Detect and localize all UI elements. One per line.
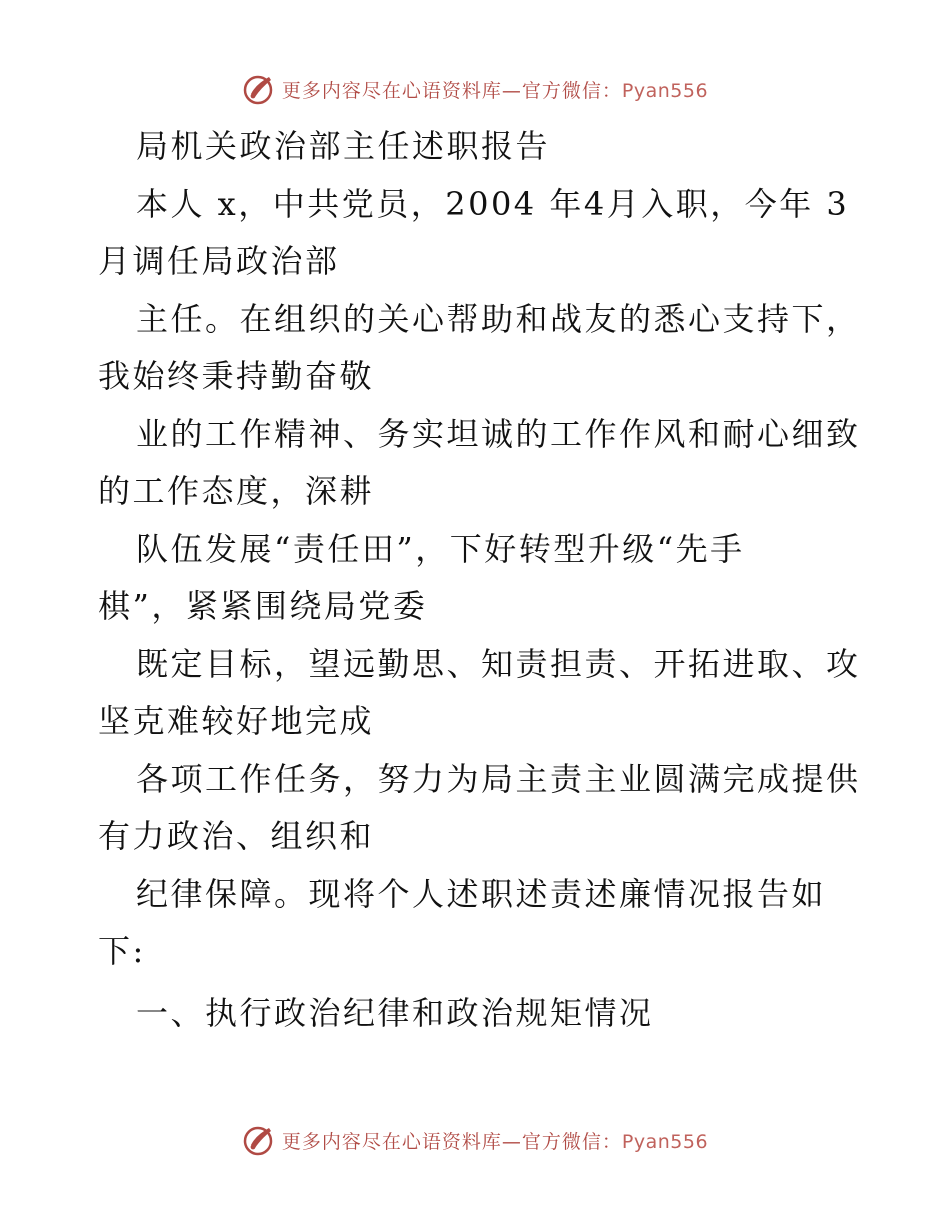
brush-pen-logo-icon: [242, 72, 276, 106]
watermark-label: 更多内容尽在心语资料库—官方微信：: [281, 79, 622, 102]
paragraph-line: 本人 x，中共党员，2004 年4月入职，今年 3: [136, 184, 850, 223]
document-body: [98, 118, 861, 1042]
paragraph-line: 各项工作任务，努力为局主责主业圆满完成提供: [136, 759, 861, 798]
paragraph-line: 有力政治、组织和: [98, 817, 375, 855]
paragraph-line: 纪律保障。现将个人述职述责述廉情况报告如: [136, 874, 827, 913]
watermark-wechat-id: Pyan556: [621, 1130, 709, 1153]
paragraph-line: 下:: [98, 932, 146, 970]
brush-pen-logo-icon: [242, 1123, 276, 1157]
paragraph-line: 队伍发展“责任田”，下好转型升级“先手: [136, 529, 745, 568]
paragraph-line: 我始终秉持勤奋敬: [98, 357, 375, 395]
paragraph-line: 业的工作精神、务实坦诚的工作作风和耐心细致: [136, 414, 861, 453]
paragraph-line: 月调任局政治部: [98, 242, 340, 280]
paragraph-line: 既定目标，望远勤思、知责担责、开拓进取、攻: [136, 644, 861, 683]
document-title: 局机关政治部主任述职报告: [136, 127, 551, 165]
watermark-banner-top: [0, 69, 950, 109]
section-heading: 一、执行政治纪律和政治规矩情况: [136, 993, 654, 1032]
paragraph-line: 的工作态度，深耕: [98, 472, 375, 510]
watermark-banner-bottom: [0, 1120, 950, 1160]
watermark-text: [282, 76, 708, 103]
watermark-wechat-id: Pyan556: [621, 79, 709, 102]
watermark-text: [282, 1127, 708, 1154]
paragraph-line: 坚克难较好地完成: [98, 702, 375, 740]
paragraph-line: 主任。在组织的关心帮助和战友的悉心支持下，: [136, 299, 861, 338]
watermark-label: 更多内容尽在心语资料库—官方微信：: [281, 1130, 622, 1153]
paragraph-line: 棋”，紧紧围绕局党委: [98, 587, 428, 625]
